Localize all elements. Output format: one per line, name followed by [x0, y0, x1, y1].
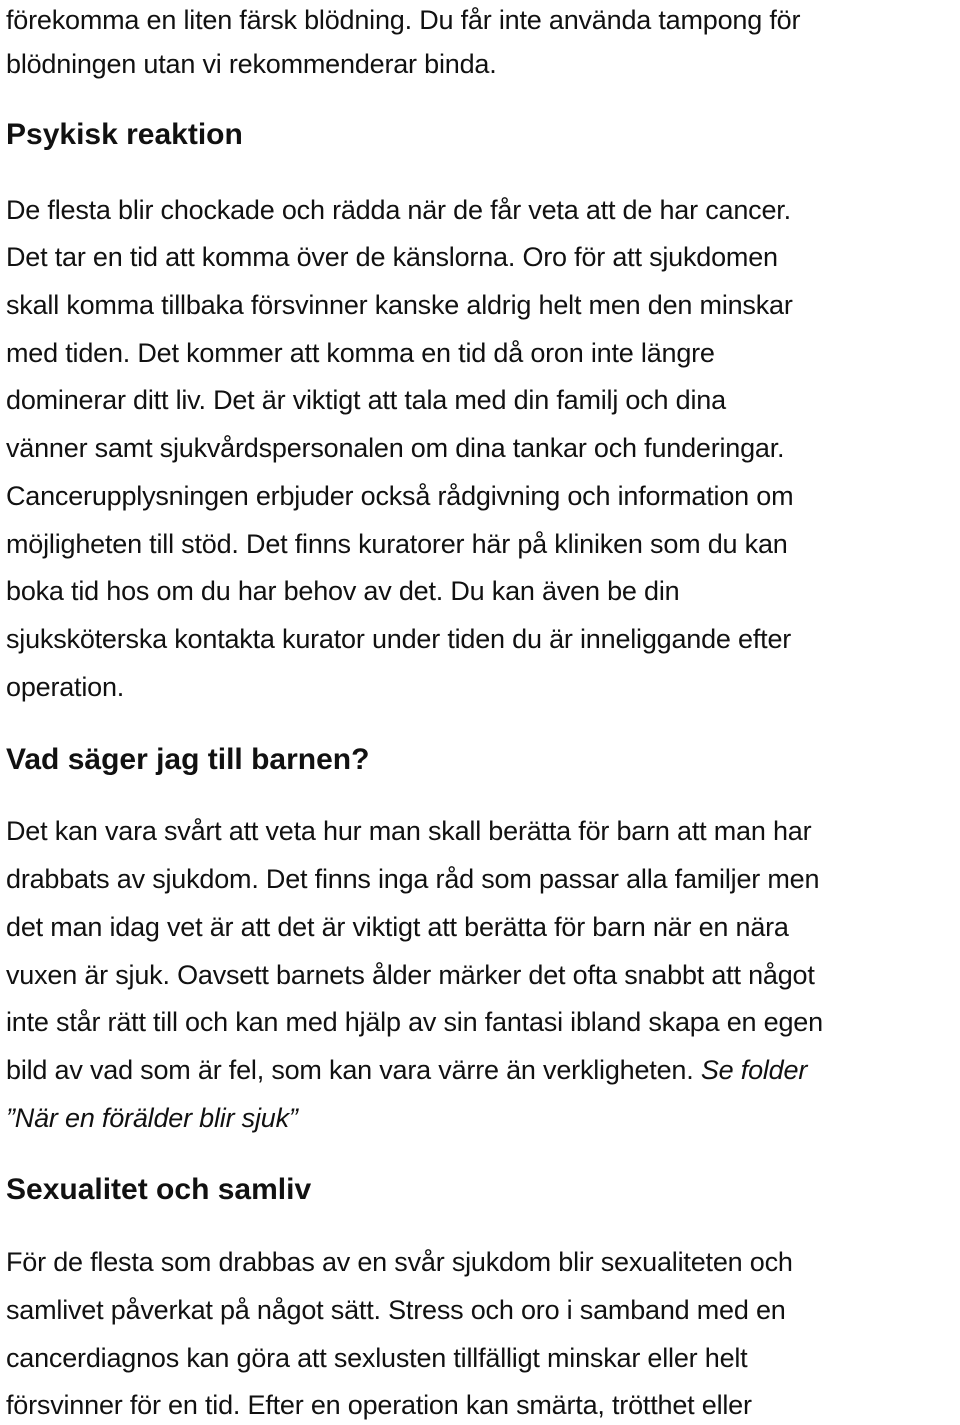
body-text-line: samlivet påverkat på något sätt. Stress och oro i samband med en — [6, 1295, 786, 1325]
body-text-line: vänner samt sjukvårdspersonalen om dina tankar och funderingar. — [6, 433, 785, 463]
body-text-line: dominerar ditt liv. Det är viktigt att tala med din familj och dina — [6, 385, 726, 415]
body-text-line: vuxen är sjuk. Oavsett barnets ålder märker det ofta snabbt att något — [6, 960, 815, 990]
body-text-line: inte står rätt till och kan med hjälp av sin fantasi ibland skapa en egen — [6, 1007, 823, 1037]
section-heading-psykisk-reaktion: Psykisk reaktion — [6, 118, 243, 151]
section-heading-barnen: Vad säger jag till barnen? — [6, 743, 370, 776]
body-text-line: drabbats av sjukdom. Det finns inga råd som passar alla familjer men — [6, 864, 820, 894]
body-text-line — [6, 1050, 807, 1090]
body-text-line: För de flesta som drabbas av en svår sjukdom blir sexualiteten och — [6, 1247, 793, 1277]
body-text-line: boka tid hos om du har behov av det. Du kan även be din — [6, 576, 680, 606]
see-folder-reference: Se folder — [700, 1055, 808, 1085]
body-text-line: förekomma en liten färsk blödning. Du får inte använda tampong för — [6, 5, 801, 35]
body-text-line: möjligheten till stöd. Det finns kuratorer här på kliniken som du kan — [6, 529, 788, 559]
body-text-line: Det tar en tid att komma över de känslorna. Oro för att sjukdomen — [6, 242, 778, 272]
body-text-line: försvinner för en tid. Efter en operation kan smärta, trötthet eller — [6, 1390, 752, 1420]
body-text-line: det man idag vet är att det är viktigt att berätta för barn när en nära — [6, 912, 789, 942]
body-text-line: blödningen utan vi rekommenderar binda. — [6, 49, 497, 79]
body-text-line: med tiden. Det kommer att komma en tid då oron inte längre — [6, 338, 715, 368]
body-text-line: skall komma tillbaka försvinner kanske aldrig helt men den minskar — [6, 290, 793, 320]
body-text-line: Cancerupplysningen erbjuder också rådgivning och information om — [6, 481, 794, 511]
body-text-line: Det kan vara svårt att veta hur man skall berätta för barn att man har — [6, 816, 812, 846]
body-text-line: operation. — [6, 672, 125, 702]
body-text-line: sjuksköterska kontakta kurator under tiden du är inneliggande efter — [6, 624, 792, 654]
section-heading-sexualitet: Sexualitet och samliv — [6, 1173, 312, 1206]
body-text-segment: bild av vad som är fel, som kan vara värre än verkligheten. — [6, 1055, 694, 1085]
folder-title: ”När en förälder blir sjuk” — [6, 1103, 298, 1133]
body-text-line: De flesta blir chockade och rädda när de får veta att de har cancer. — [6, 195, 791, 225]
body-text-line: cancerdiagnos kan göra att sexlusten tillfälligt minskar eller helt — [6, 1343, 748, 1373]
